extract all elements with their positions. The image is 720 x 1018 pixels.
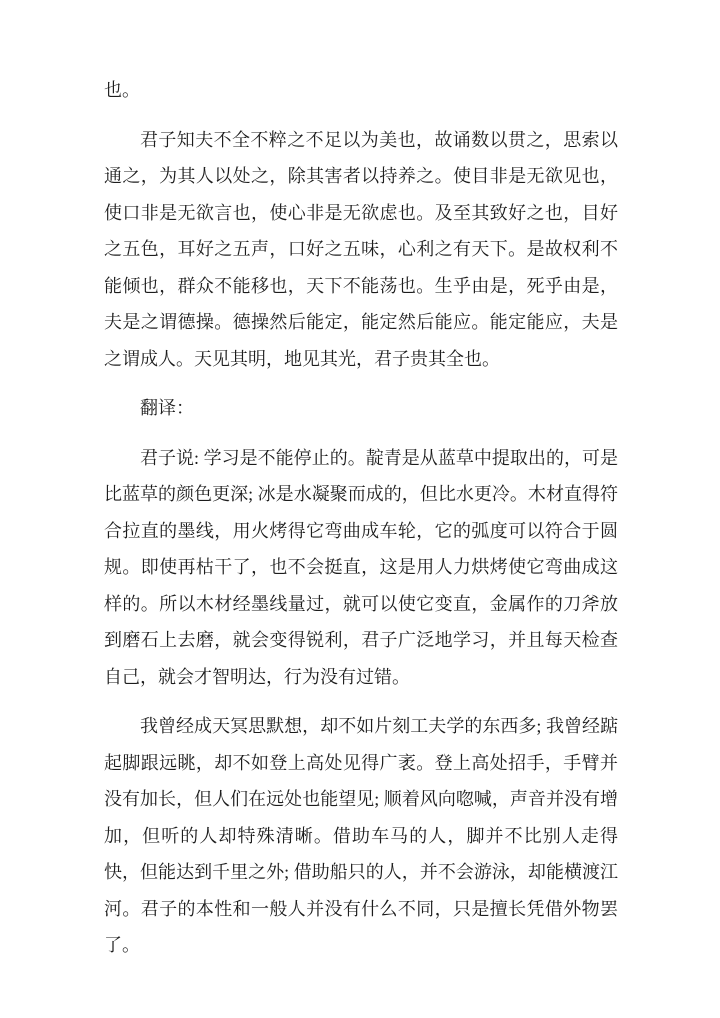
paragraph-translation-2: 我曾经成天冥思默想，却不如片刻工夫学的东西多; 我曾经踮起脚跟远眺，却不如登上高处见得广袤。登上高处招手，手臂并没有加长，但人们在远处也能望见; 顺着风向唿喊，声音并没有增加，但听的人却特殊清晰。借助车马的人，脚并不比别人走得快，但能达到千里之外; 借助船只的人，并不会游泳，却能横渡江河。君子的本性和一般人并没有什么不同，只是擅长凭借外物罢了。 [104, 716, 618, 955]
paragraph-translation-1: 君子说: 学习是不能停止的。靛青是从蓝草中提取出的，可是比蓝草的颜色更深; 冰是水凝聚而成的，但比水更冷。木材直得符合拉直的墨线，用火烤得它弯曲成车轮，它的弧度可以符合于圆规。即使再枯干了，也不会挺直，这是用人力烘烤使它弯曲成这样的。所以木材经墨线量过，就可以使它变直，金属作的刀斧放到磨石上去磨，就会变得锐利，君子广泛地学习，并且每天检查自己，就会才智明达，行为没有过错。 [104, 447, 618, 687]
translation-heading: 翻译： [140, 398, 194, 418]
paragraph-classical-text: 君子知夫不全不粹之不足以为美也，故诵数以贯之，思索以通之，为其人以处之，除其害者以持养之。使目非是无欲见也，使口非是无欲言也，使心非是无欲虑也。及至其致好之也，目好之五色，耳好之五声，口好之五味，心利之有天下。是故权利不能倾也，群众不能移也，天下不能荡也。生乎由是，死乎由是，夫是之谓德操。德操然后能定，能定然后能应。能定能应，夫是之谓成人。天见其明，地见其光，君子贵其全也。 [104, 129, 618, 369]
paragraph-continuation: 也。 [104, 80, 140, 100]
